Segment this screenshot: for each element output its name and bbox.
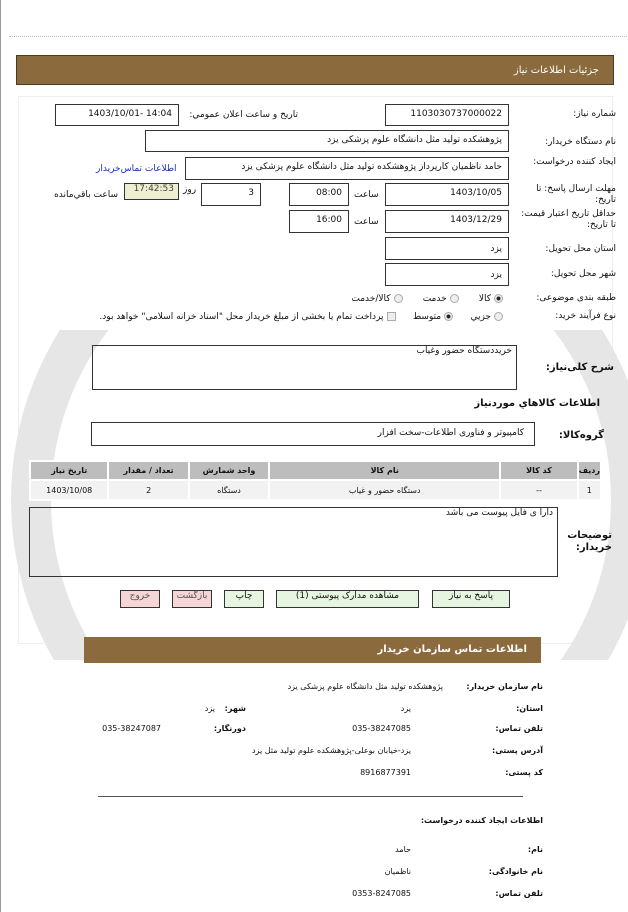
table-header-row	[30, 461, 601, 480]
contact-fax-label: دورنگار:	[213, 724, 246, 733]
deadline-time-label: ساعت	[354, 190, 379, 200]
contact-header	[84, 637, 541, 663]
process-label: نوع فرآيند خريد:	[555, 311, 616, 321]
contact-postal: 8916877391	[360, 768, 411, 777]
radio-minor[interactable]	[494, 312, 503, 321]
col-date: تاريخ نياز	[30, 461, 108, 480]
col-name: نام کالا	[269, 461, 500, 480]
creator-heading: اطلاعات ایجاد کننده درخواست:	[420, 816, 543, 825]
validity-label: حداقل تاريخ اعتبار قيمت: تا تاريخ:	[521, 209, 616, 230]
deadline-date-field[interactable]: 1403/10/05	[385, 183, 509, 206]
notes-label: توضيحات خريدار:	[567, 530, 612, 553]
col-qty: تعداد / مقدار	[108, 461, 188, 480]
cell-name: دستگاه حضور و غیاب	[269, 480, 500, 500]
contact-phone-label: تلفن تماس:	[495, 724, 543, 733]
announce-label: تاريخ و ساعت اعلان عمومي:	[189, 110, 298, 120]
exit-button[interactable]: خروج	[120, 590, 160, 608]
contact-address-label: آدرس پستی:	[492, 746, 543, 755]
page-header	[16, 55, 614, 85]
col-unit: واحد شمارش	[189, 461, 269, 480]
need-number-label: شماره نياز:	[573, 109, 616, 119]
contact-heading: اطلاعات تماس سازمان خريدار	[377, 644, 527, 655]
col-row: رديف	[578, 461, 601, 480]
page-title: جزئيات اطلاعات نياز	[513, 65, 599, 76]
contact-fax: 035-38247087	[102, 724, 161, 733]
validity-time-label: ساعت	[354, 217, 379, 227]
creator-family-label: نام خانوادگی:	[488, 867, 543, 876]
city-label: شهر محل تحويل:	[550, 269, 616, 279]
radio-minor-label: جزيي	[470, 312, 491, 322]
goods-heading: اطلاعات کالاهاي موردنياز	[474, 398, 600, 409]
radio-medium[interactable]	[444, 312, 453, 321]
print-button[interactable]: چاپ	[224, 590, 264, 608]
announce-field[interactable]: 1403/10/01- 14:04	[55, 104, 179, 126]
contact-org: پژوهشکده تولید مثل دانشگاه علوم پزشکی یزد	[287, 682, 443, 691]
description-label: شرح کلی‌نياز:	[545, 362, 614, 373]
category-radio-group	[351, 293, 506, 305]
group-field[interactable]: کامپیوتر و فناوری اطلاعات-سخت افزار	[91, 422, 535, 446]
city-field[interactable]: یزد	[385, 263, 509, 286]
contact-postal-label: کد پستی:	[505, 768, 543, 777]
contact-province-label: استان:	[516, 704, 543, 713]
remaining-label: ساعت باقي‌مانده	[54, 190, 118, 200]
creator-label: ایجاد کننده درخواست:	[533, 157, 616, 167]
contact-address: یزد-خیابان بوعلی-پژوهشکده علوم تولید مثل یزد	[251, 746, 411, 755]
table-row	[30, 480, 601, 500]
description-field[interactable]: خریددستگاه حضور وغیاب	[92, 345, 517, 390]
radio-medium-label: متوسط	[412, 312, 442, 322]
contact-province: یزد	[400, 704, 411, 713]
payment-note: پرداخت تمام يا بخشی از مبلغ خريداز محل "اسناد خزانه اسلامی" خواهد بود.	[99, 312, 384, 322]
creator-name: حامد	[395, 845, 411, 854]
contact-city-label: شهر:	[224, 704, 246, 713]
province-field[interactable]: یزد	[385, 237, 509, 260]
group-label: گروه‌کالا:	[558, 430, 604, 441]
radio-goods-service[interactable]	[394, 294, 403, 303]
creator-phone-label: تلفن تماس:	[495, 889, 543, 898]
divider	[9, 36, 628, 37]
radio-goods-label: کالا	[478, 294, 491, 304]
goods-table	[29, 460, 602, 501]
cell-unit: دستگاه	[189, 480, 269, 500]
col-code: کد کالا	[500, 461, 577, 480]
province-label: استان محل تحويل:	[545, 244, 616, 254]
view-docs-button[interactable]: مشاهده مدارک پیوستی (1)	[276, 590, 419, 608]
deadline-label: مهلت ارسال پاسخ: تا تاريخ:	[536, 184, 616, 205]
cell-date: 1403/10/08	[30, 480, 108, 500]
contact-phone: 035-38247085	[352, 724, 411, 733]
cell-qty: 2	[108, 480, 188, 500]
buyer-contact-link[interactable]: اطلاعات تماس‌خریدار	[96, 164, 177, 174]
countdown-field: 17:42:53	[124, 183, 179, 200]
buyer-org-label: نام دستگاه خريدار:	[545, 137, 616, 147]
contact-city: یزد	[204, 704, 215, 713]
contact-divider	[98, 796, 523, 797]
creator-family: ناظمیان	[384, 867, 411, 876]
notes-field[interactable]: دارا ی فایل پیوست می باشد	[29, 507, 558, 577]
reply-button[interactable]: پاسخ به نياز	[432, 590, 510, 608]
radio-service-label: خدمت	[422, 294, 447, 304]
category-label: طبقه بندی موضوعی:	[536, 293, 616, 303]
creator-field[interactable]: حامد ناظمیان کارپرداز پژوهشکده تولید مثل دانشگاه علوم پزشکی یزد	[185, 157, 509, 180]
creator-name-label: نام:	[527, 845, 543, 854]
deadline-time-field[interactable]: 08:00	[289, 183, 349, 206]
buyer-org-field[interactable]: پژوهشکده تولید مثل دانشگاه علوم پزشکی یزد	[145, 130, 509, 152]
cell-row: 1	[578, 480, 601, 500]
contact-org-label: نام سازمان خريدار:	[466, 682, 543, 691]
back-button[interactable]: بازگشت	[172, 590, 212, 608]
validity-date-field[interactable]: 1403/12/29	[385, 210, 509, 233]
radio-goods[interactable]	[494, 294, 503, 303]
validity-time-field[interactable]: 16:00	[289, 210, 349, 233]
radio-goods-service-label: کالا/خدمت	[351, 294, 391, 304]
treasury-checkbox[interactable]	[387, 312, 396, 321]
creator-phone: 0353-8247085	[352, 889, 411, 898]
days-field[interactable]: 3	[201, 183, 261, 206]
days-label: روز	[183, 185, 197, 195]
process-radio-group	[36, 311, 506, 323]
cell-code: --	[500, 480, 577, 500]
need-number-field[interactable]: 1103030737000022	[385, 104, 509, 126]
radio-service[interactable]	[450, 294, 459, 303]
